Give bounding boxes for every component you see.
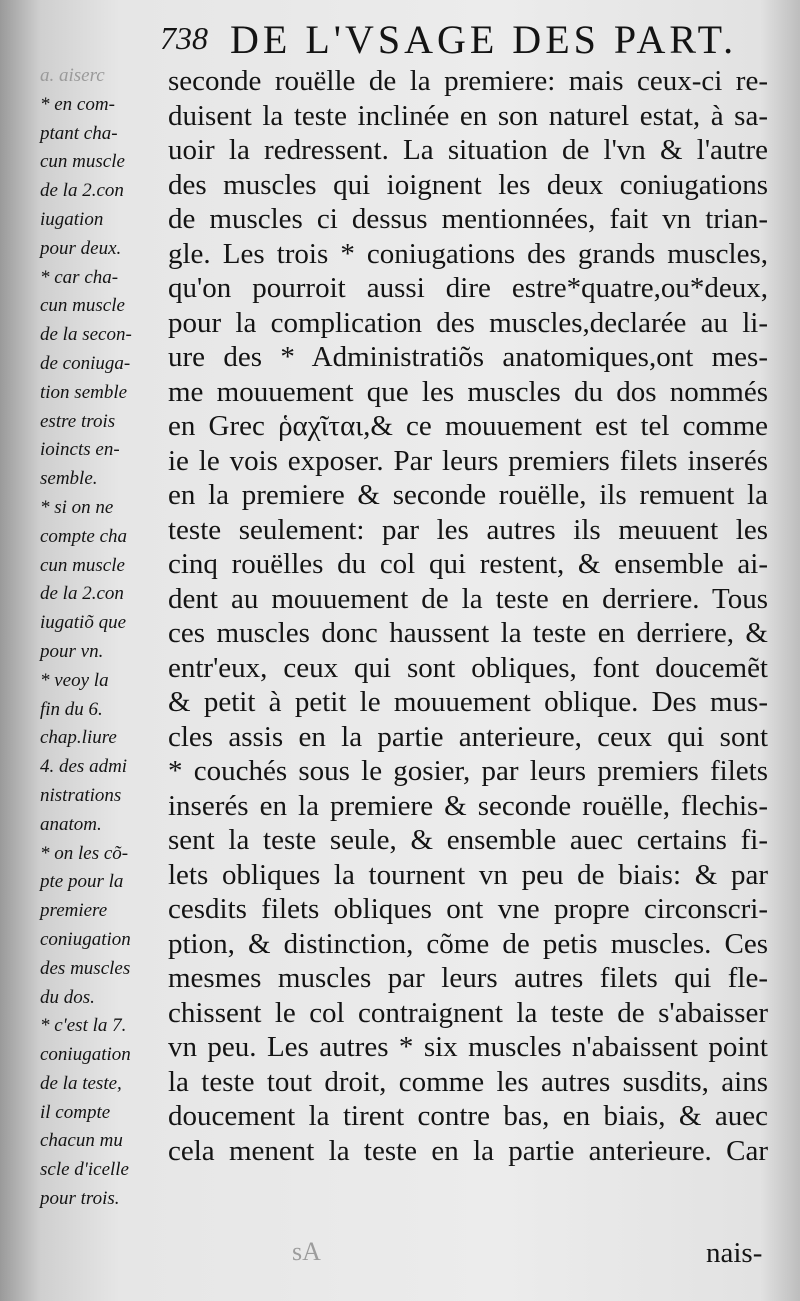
- margin-note-line: ptant cha-: [40, 122, 118, 144]
- margin-note-line: * car cha-: [40, 266, 119, 288]
- text-line: duisent la teste inclinée en son naturel estat, à sa-: [168, 99, 768, 132]
- margin-note-line: nistrations: [40, 784, 122, 806]
- margin-note-line: scle d'icelle: [40, 1159, 129, 1181]
- text-line: cesdits filets obliques ont vne propre circonscri-: [168, 893, 768, 925]
- text-line: & petit à petit le mouuement oblique. Des mus-: [168, 686, 768, 718]
- margin-note-line: cun muscle: [40, 295, 125, 317]
- margin-note-line: de la secon-: [40, 324, 132, 346]
- text-line: la teste tout droit, comme les autres susdits, ains: [168, 1065, 768, 1098]
- margin-note-line: coniugation: [40, 1044, 131, 1066]
- text-line: des muscles qui ioignent les deux coniugations: [168, 168, 768, 201]
- text-line: cinq rouëlles du col qui restent, & ensemble ai-: [168, 548, 768, 580]
- text-line: qu'on pourroit aussi dire estre*quatre,ou*deux,: [168, 272, 768, 304]
- main-text: [168, 64, 768, 1168]
- margin-note-line: * en com-: [40, 93, 115, 115]
- margin-note-line: * si on ne: [40, 496, 114, 518]
- text-line: cela menent la teste en la partie anterieure. Car: [168, 1134, 768, 1167]
- margin-note-line: des muscles: [40, 957, 131, 979]
- text-line: teste seulement: par les autres ils meuuent les: [168, 513, 768, 546]
- text-line: gle. Les trois * coniugations des grands muscles,: [168, 237, 768, 270]
- text-line: sent la teste seule, & ensemble auec certains fi-: [168, 824, 768, 856]
- text-line: entr'eux, ceux qui sont obliques, font doucemẽt: [168, 651, 768, 684]
- margin-note-line: 4. des admi: [40, 756, 128, 778]
- page-header: [150, 14, 790, 64]
- margin-note-line: pour vn.: [40, 640, 104, 662]
- margin-note-line: de la 2.con: [40, 583, 124, 605]
- margin-note-line: du dos.: [40, 986, 95, 1008]
- margin-note-line: de la teste,: [40, 1072, 122, 1094]
- margin-note-line: estre trois: [40, 410, 116, 432]
- text-line: ces muscles donc haussent la teste en derriere, &: [168, 617, 768, 649]
- text-line: cles assis en la partie anterieure, ceux qui sont: [168, 720, 768, 753]
- text-line: me mouuement que les muscles du dos nommés: [168, 375, 768, 408]
- text-line: dent au mouuement de la teste en derriere. Tous: [168, 582, 768, 615]
- text-line: pour la complication des muscles,declarée au li-: [168, 306, 768, 339]
- margin-note-line: pour trois.: [40, 1188, 120, 1210]
- text-line: en la premiere & seconde rouëlle, ils remuent la: [168, 479, 768, 511]
- catchword: nais-: [706, 1237, 763, 1269]
- page-number: 738: [160, 20, 208, 56]
- margin-note-line: chacun mu: [40, 1130, 123, 1152]
- margin-note-line: coniugation: [40, 928, 131, 950]
- text-line: de muscles ci dessus mentionnées, fait vn trian-: [168, 203, 768, 235]
- margin-note-line: semble.: [40, 468, 98, 490]
- margin-note-line: premiere: [40, 900, 108, 922]
- margin-note-line: il compte: [40, 1101, 111, 1123]
- text-line: mesmes muscles par leurs autres filets qui fle-: [168, 962, 768, 994]
- margin-note-line: cun muscle: [40, 554, 125, 576]
- text-line: en Grec ῥαχῖται,& ce mouuement est tel comme: [168, 410, 768, 442]
- running-title: DE L'VSAGE DES PART.: [230, 17, 738, 62]
- margin-note-line: pour deux.: [40, 237, 122, 259]
- margin-note-line: tion semble: [40, 381, 128, 403]
- margin-note-line: compte cha: [40, 525, 128, 547]
- text-line: doucement la tirent contre bas, en biais, & auec: [168, 1100, 768, 1132]
- margin-note-line: iugation: [40, 208, 104, 230]
- margin-note-line: de coniuga-: [40, 352, 131, 374]
- text-line: uoir la redressent. La situation de l'vn & l'autre: [168, 134, 768, 166]
- text-line: chissent le col contraignent la teste de s'abaisser: [168, 996, 768, 1029]
- text-line: ie le vois exposer. Par leurs premiers filets inserés: [168, 444, 768, 477]
- text-line: ure des * Administratiõs anatomiques,ont mes-: [168, 341, 768, 373]
- margin-note-line: a. aiserc: [40, 65, 105, 86]
- margin-note-line: cun muscle: [40, 151, 125, 173]
- margin-note-line: * c'est la 7.: [40, 1015, 127, 1037]
- text-line: seconde rouëlle de la premiere: mais ceux-ci re-: [168, 65, 768, 97]
- margin-note-line: anatom.: [40, 813, 102, 835]
- text-line: inserés en la premiere & seconde rouëlle, flechis-: [168, 789, 768, 822]
- margin-note-line: fin du 6.: [40, 698, 103, 720]
- margin-note-line: chap.liure: [40, 727, 117, 749]
- text-line: ption, & distinction, cõme de petis muscles. Ces: [168, 927, 768, 960]
- margin-notes: [40, 62, 165, 1214]
- text-line: vn peu. Les autres * six muscles n'abaissent point: [168, 1031, 768, 1063]
- margin-note-line: de la 2.con: [40, 180, 124, 202]
- margin-note-line: * veoy la: [40, 669, 109, 691]
- margin-note-line: iugatiõ que: [40, 612, 127, 634]
- margin-note-line: * on les cõ-: [40, 842, 129, 864]
- text-line: * couchés sous le gosier, par leurs premiers filets: [168, 755, 768, 787]
- text-line: lets obliques la tournent vn peu de biais: & par: [168, 858, 768, 891]
- margin-note-line: ioincts en-: [40, 439, 120, 461]
- signature-mark: sA: [292, 1237, 321, 1266]
- margin-note-line: pte pour la: [40, 871, 124, 893]
